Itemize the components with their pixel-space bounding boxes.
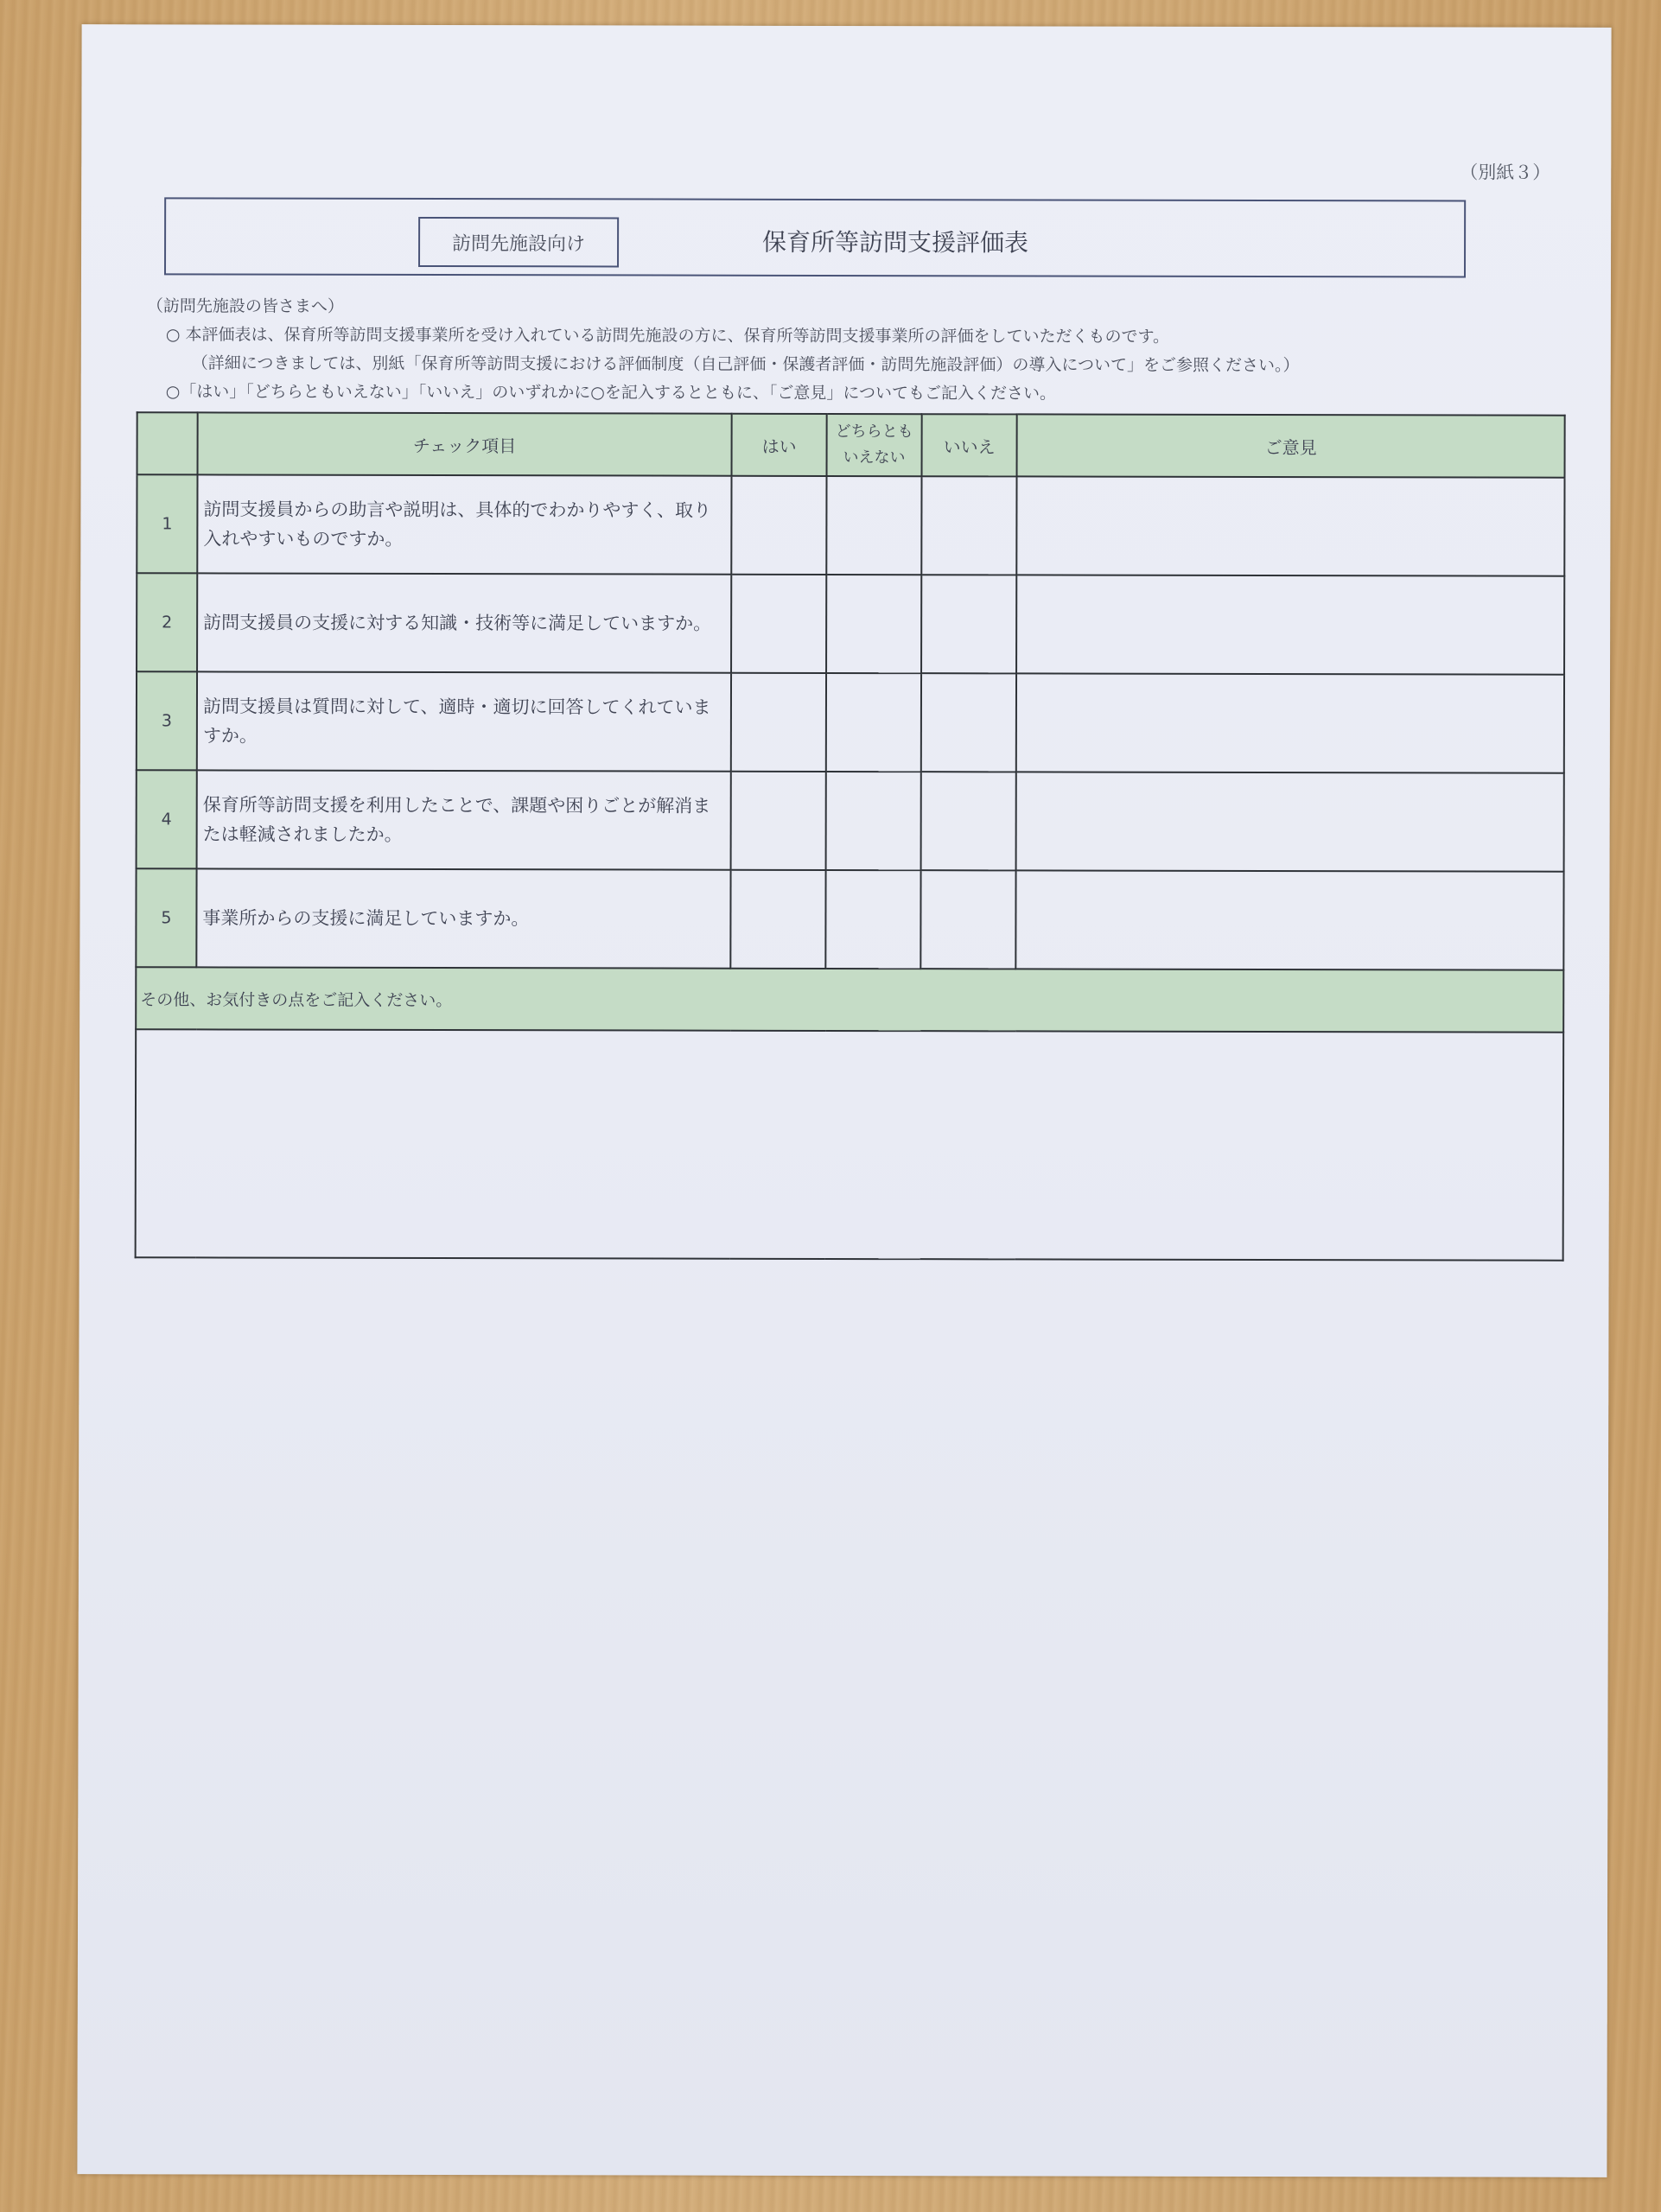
- opinion-cell[interactable]: [1016, 673, 1564, 772]
- target-badge: 訪問先施設向け: [418, 217, 619, 267]
- answer-yes-cell[interactable]: [731, 476, 826, 575]
- header-neutral-line1: どちらとも: [835, 422, 913, 442]
- opinion-cell[interactable]: [1016, 575, 1564, 674]
- answer-yes-cell[interactable]: [731, 673, 826, 772]
- instructions: [147, 292, 1300, 409]
- title-box: [164, 197, 1466, 277]
- opinion-cell[interactable]: [1016, 772, 1564, 871]
- header-yes: はい: [732, 414, 827, 476]
- evaluation-table: [135, 411, 1566, 1261]
- answer-no-cell[interactable]: [921, 476, 1016, 575]
- answer-yes-cell[interactable]: [731, 772, 826, 870]
- row-number: 3: [137, 671, 197, 770]
- instruction-line-3: ○「はい」「どちらともいえない」「いいえ」のいずれかに○を記入するとともに、「ご意見」についてもご記入ください。: [165, 382, 1057, 404]
- document-page: [77, 24, 1611, 2177]
- header-neutral-line2: いえない: [843, 448, 906, 467]
- table-row: [137, 770, 1564, 871]
- annex-label: （別紙３）: [1460, 162, 1551, 183]
- row-question: 訪問支援員の支援に対する知識・技術等に満足していますか。: [197, 573, 731, 672]
- table-row: [137, 671, 1564, 772]
- greeting: （訪問先施設の皆さまへ）: [146, 296, 344, 316]
- header-opinion: ご意見: [1017, 414, 1565, 477]
- table-row: [137, 573, 1564, 674]
- row-number: 5: [136, 868, 196, 967]
- opinion-cell[interactable]: [1016, 476, 1564, 575]
- answer-neutral-cell[interactable]: [825, 870, 920, 969]
- row-number: 4: [137, 770, 197, 868]
- row-number: 2: [137, 573, 197, 671]
- answer-no-cell[interactable]: [921, 772, 1016, 870]
- answer-no-cell[interactable]: [920, 870, 1015, 969]
- table-row: [137, 474, 1564, 575]
- answer-neutral-cell[interactable]: [826, 575, 921, 673]
- answer-yes-cell[interactable]: [731, 575, 826, 673]
- table-header-row: [137, 412, 1565, 477]
- instruction-line-2: （詳細につきましては、別紙「保育所等訪問支援における評価制度（自己評価・保護者評価・訪問先施設評価）の導入について」をご参照ください。）: [191, 353, 1300, 376]
- header-no: いいえ: [922, 414, 1017, 476]
- other-comments-row: [136, 1029, 1564, 1260]
- other-comments-field[interactable]: [136, 1029, 1564, 1260]
- answer-neutral-cell[interactable]: [826, 476, 921, 575]
- answer-neutral-cell[interactable]: [826, 673, 921, 772]
- page-title: 保育所等訪問支援評価表: [762, 227, 1029, 257]
- opinion-cell[interactable]: [1015, 870, 1563, 969]
- row-question: 訪問支援員は質問に対して、適時・適切に回答してくれていますか。: [197, 671, 731, 771]
- header-number: [137, 412, 198, 474]
- row-question: 訪問支援員からの助言や説明は、具体的でわかりやすく、取り入れやすいものですか。: [197, 474, 731, 574]
- other-comments-label: その他、お気付きの点をご記入ください。: [136, 967, 1563, 1032]
- answer-no-cell[interactable]: [921, 575, 1016, 673]
- row-number: 1: [137, 474, 197, 573]
- header-check-item: チェック項目: [198, 412, 732, 475]
- instruction-line-1: ○ 本評価表は、保育所等訪問支援事業所を受け入れている訪問先施設の方に、保育所等訪問支援事業所の評価をしていただくものです。: [165, 325, 1169, 346]
- header-neutral: [827, 414, 922, 476]
- answer-neutral-cell[interactable]: [826, 772, 921, 870]
- answer-yes-cell[interactable]: [730, 870, 825, 969]
- row-question: 保育所等訪問支援を利用したことで、課題や困りごとが解消または軽減されましたか。: [197, 770, 731, 869]
- row-question: 事業所からの支援に満足していますか。: [196, 868, 730, 968]
- other-comments-header-row: [136, 967, 1563, 1032]
- answer-no-cell[interactable]: [921, 673, 1016, 772]
- table-row: [136, 868, 1563, 969]
